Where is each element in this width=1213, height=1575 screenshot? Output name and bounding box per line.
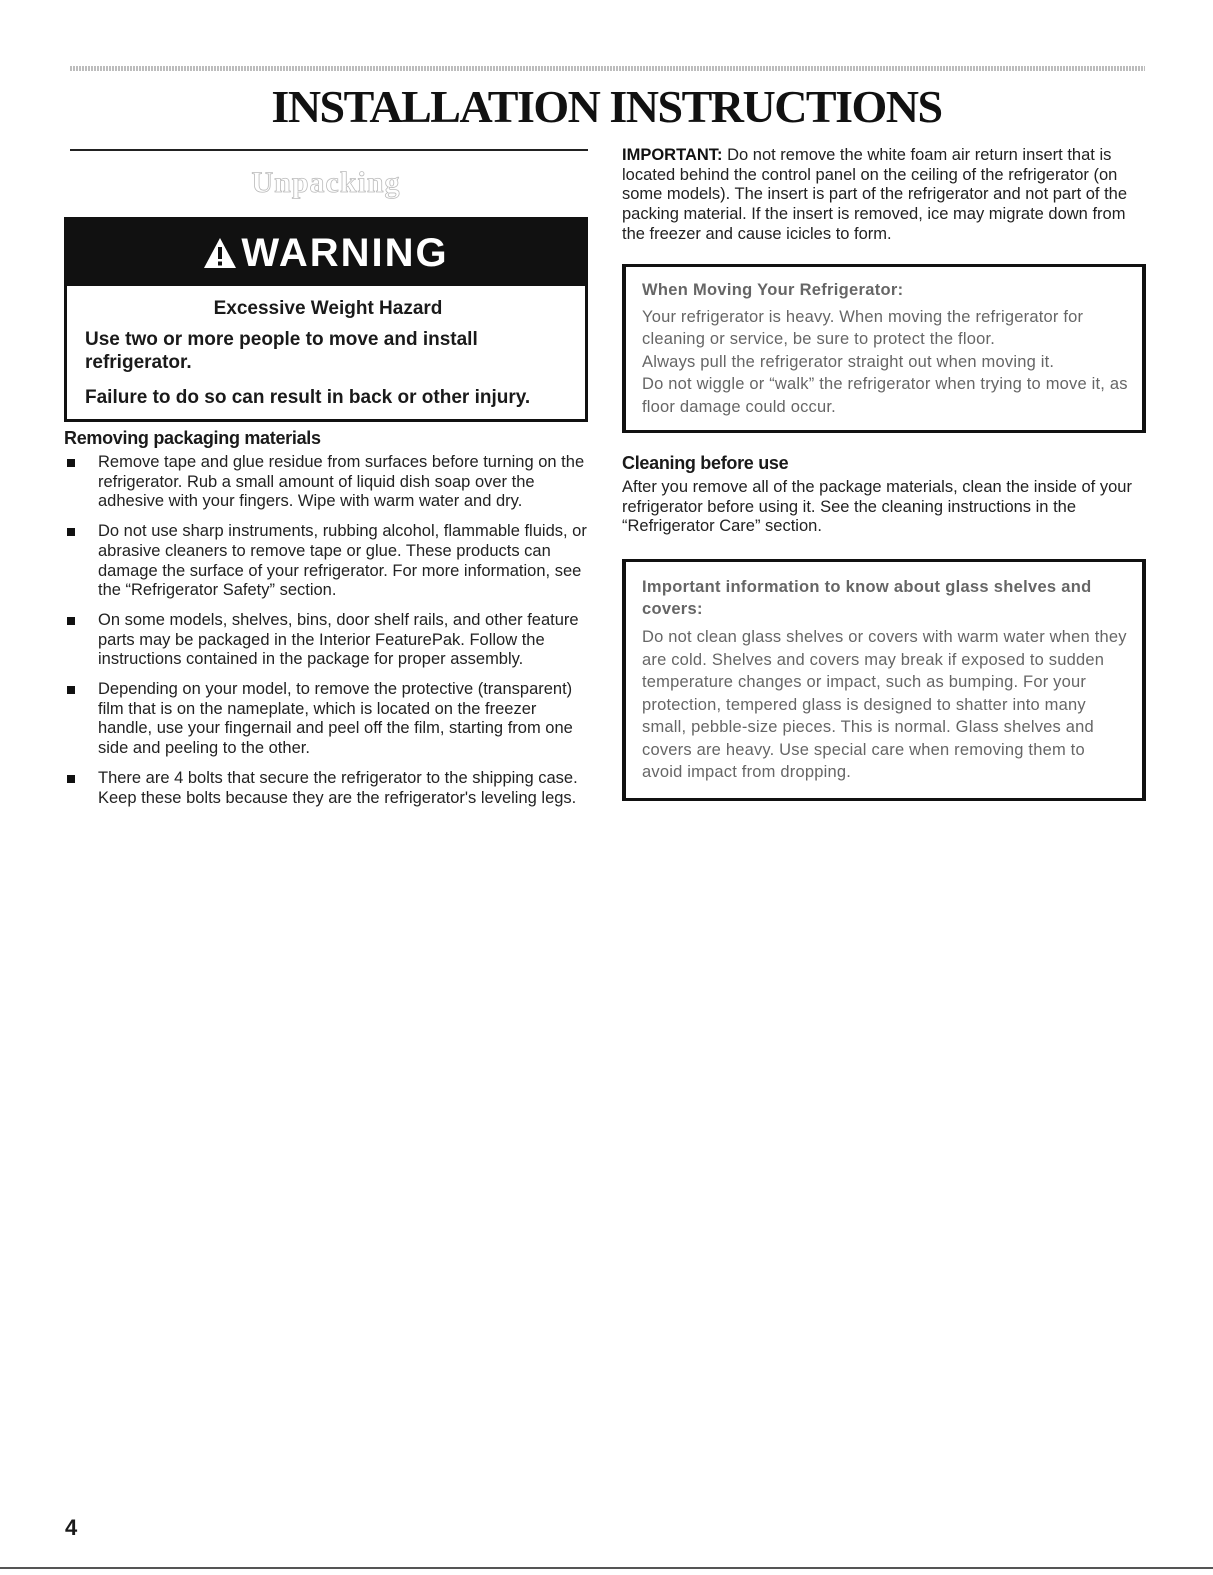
unpacking-column	[64, 149, 588, 818]
moving-box-title: When Moving Your Refrigerator:	[642, 280, 904, 299]
page-number: 4	[65, 1515, 78, 1540]
glass-box-text: Do not clean glass shelves or covers with warm water when they are cold. Shelves and covers may break if exposed to sudden temperature changes or impact, such as bumping. For your protection, tempered glass is designed to shatter into many small, pebble-size pieces. This is normal. Glass shelves and covers are heavy. Use special care when removing them to avoid impact from dropping.	[642, 628, 1127, 782]
list-item-text: Do not use sharp instruments, rubbing alcohol, flammable fluids, or abrasive cleaners to remove tape or glue. These products can damage the surface of your refrigerator. For more information, see the “Refrigerator Safety” section.	[98, 522, 587, 600]
glass-shelves-box	[622, 559, 1146, 801]
hazard-title: Excessive Weight Hazard	[213, 298, 443, 319]
moving-box	[622, 264, 1146, 434]
moving-box-line: Do not wiggle or “walk” the refrigerator when trying to move it, as floor damage could occur.	[642, 375, 1128, 416]
important-text: Do not remove the white foam air return insert that is located behind the control panel on the ceiling of the refrigerator (on some models). The insert is part of the refrigerator and not part of the packing material. If the insert is removed, ice may migrate down from the freezer and cause icicles to form.	[622, 146, 1128, 243]
removing-list	[64, 453, 588, 808]
right-column	[622, 146, 1146, 801]
list-item	[64, 522, 588, 601]
list-item-text: There are 4 bolts that secure the refrigerator to the shipping case. Keep these bolts because they are the refrigerator's leveling legs.	[98, 768, 578, 807]
warning-triangle-icon	[203, 237, 237, 269]
cleaning-heading: Cleaning before use	[622, 453, 789, 474]
warning-body	[67, 286, 585, 419]
unpacking-heading: Unpacking	[251, 166, 401, 199]
moving-box-line: Always pull the refrigerator straight out when moving it.	[642, 352, 1055, 371]
bullet-square-icon	[67, 459, 75, 467]
warning-label: WARNING	[241, 230, 449, 275]
list-item	[64, 769, 588, 808]
warning-line: Use two or more people to move and install refrigerator.	[85, 329, 478, 373]
list-item	[64, 680, 588, 759]
list-item-text: On some models, shelves, bins, door shelf rails, and other feature parts may be packaged in the Interior FeaturePak. Follow the instructions contained in the package for proper assembly.	[98, 610, 579, 669]
top-divider	[70, 66, 1145, 71]
warning-box	[64, 217, 588, 422]
warning-line: Failure to do so can result in back or other injury.	[85, 387, 531, 408]
list-item-text: Remove tape and glue residue from surfaces before turning on the refrigerator. Rub a small amount of liquid dish soap over the adhesive with your fingers. Wipe with warm water and dry.	[98, 453, 585, 511]
important-note	[622, 146, 1146, 245]
bullet-square-icon	[67, 686, 75, 694]
important-label: IMPORTANT:	[622, 146, 723, 164]
list-item	[64, 453, 588, 512]
list-item-text: Depending on your model, to remove the protective (transparent) film that is on the nameplate, which is located on the freezer handle, use your fingernail and peel off the film, starting from one side and peeling to the other.	[98, 680, 573, 758]
warning-header	[67, 220, 585, 286]
moving-box-line: Your refrigerator is heavy. When moving the refrigerator for cleaning or service, be sure to protect the floor.	[642, 307, 1084, 349]
glass-box-title: Important information to know about glass shelves and covers:	[642, 578, 1092, 619]
bottom-divider	[0, 1567, 1213, 1569]
bullet-square-icon	[67, 775, 75, 783]
bullet-square-icon	[67, 528, 75, 536]
page-title: INSTALLATION INSTRUCTIONS	[271, 81, 942, 132]
list-item	[64, 611, 588, 670]
removing-heading: Removing packaging materials	[64, 428, 321, 448]
cleaning-text: After you remove all of the package materials, clean the inside of your refrigerator before using it. See the cleaning instructions in the “Refrigerator Care” section.	[622, 478, 1132, 536]
bullet-square-icon	[67, 617, 75, 625]
section-divider	[70, 149, 588, 151]
